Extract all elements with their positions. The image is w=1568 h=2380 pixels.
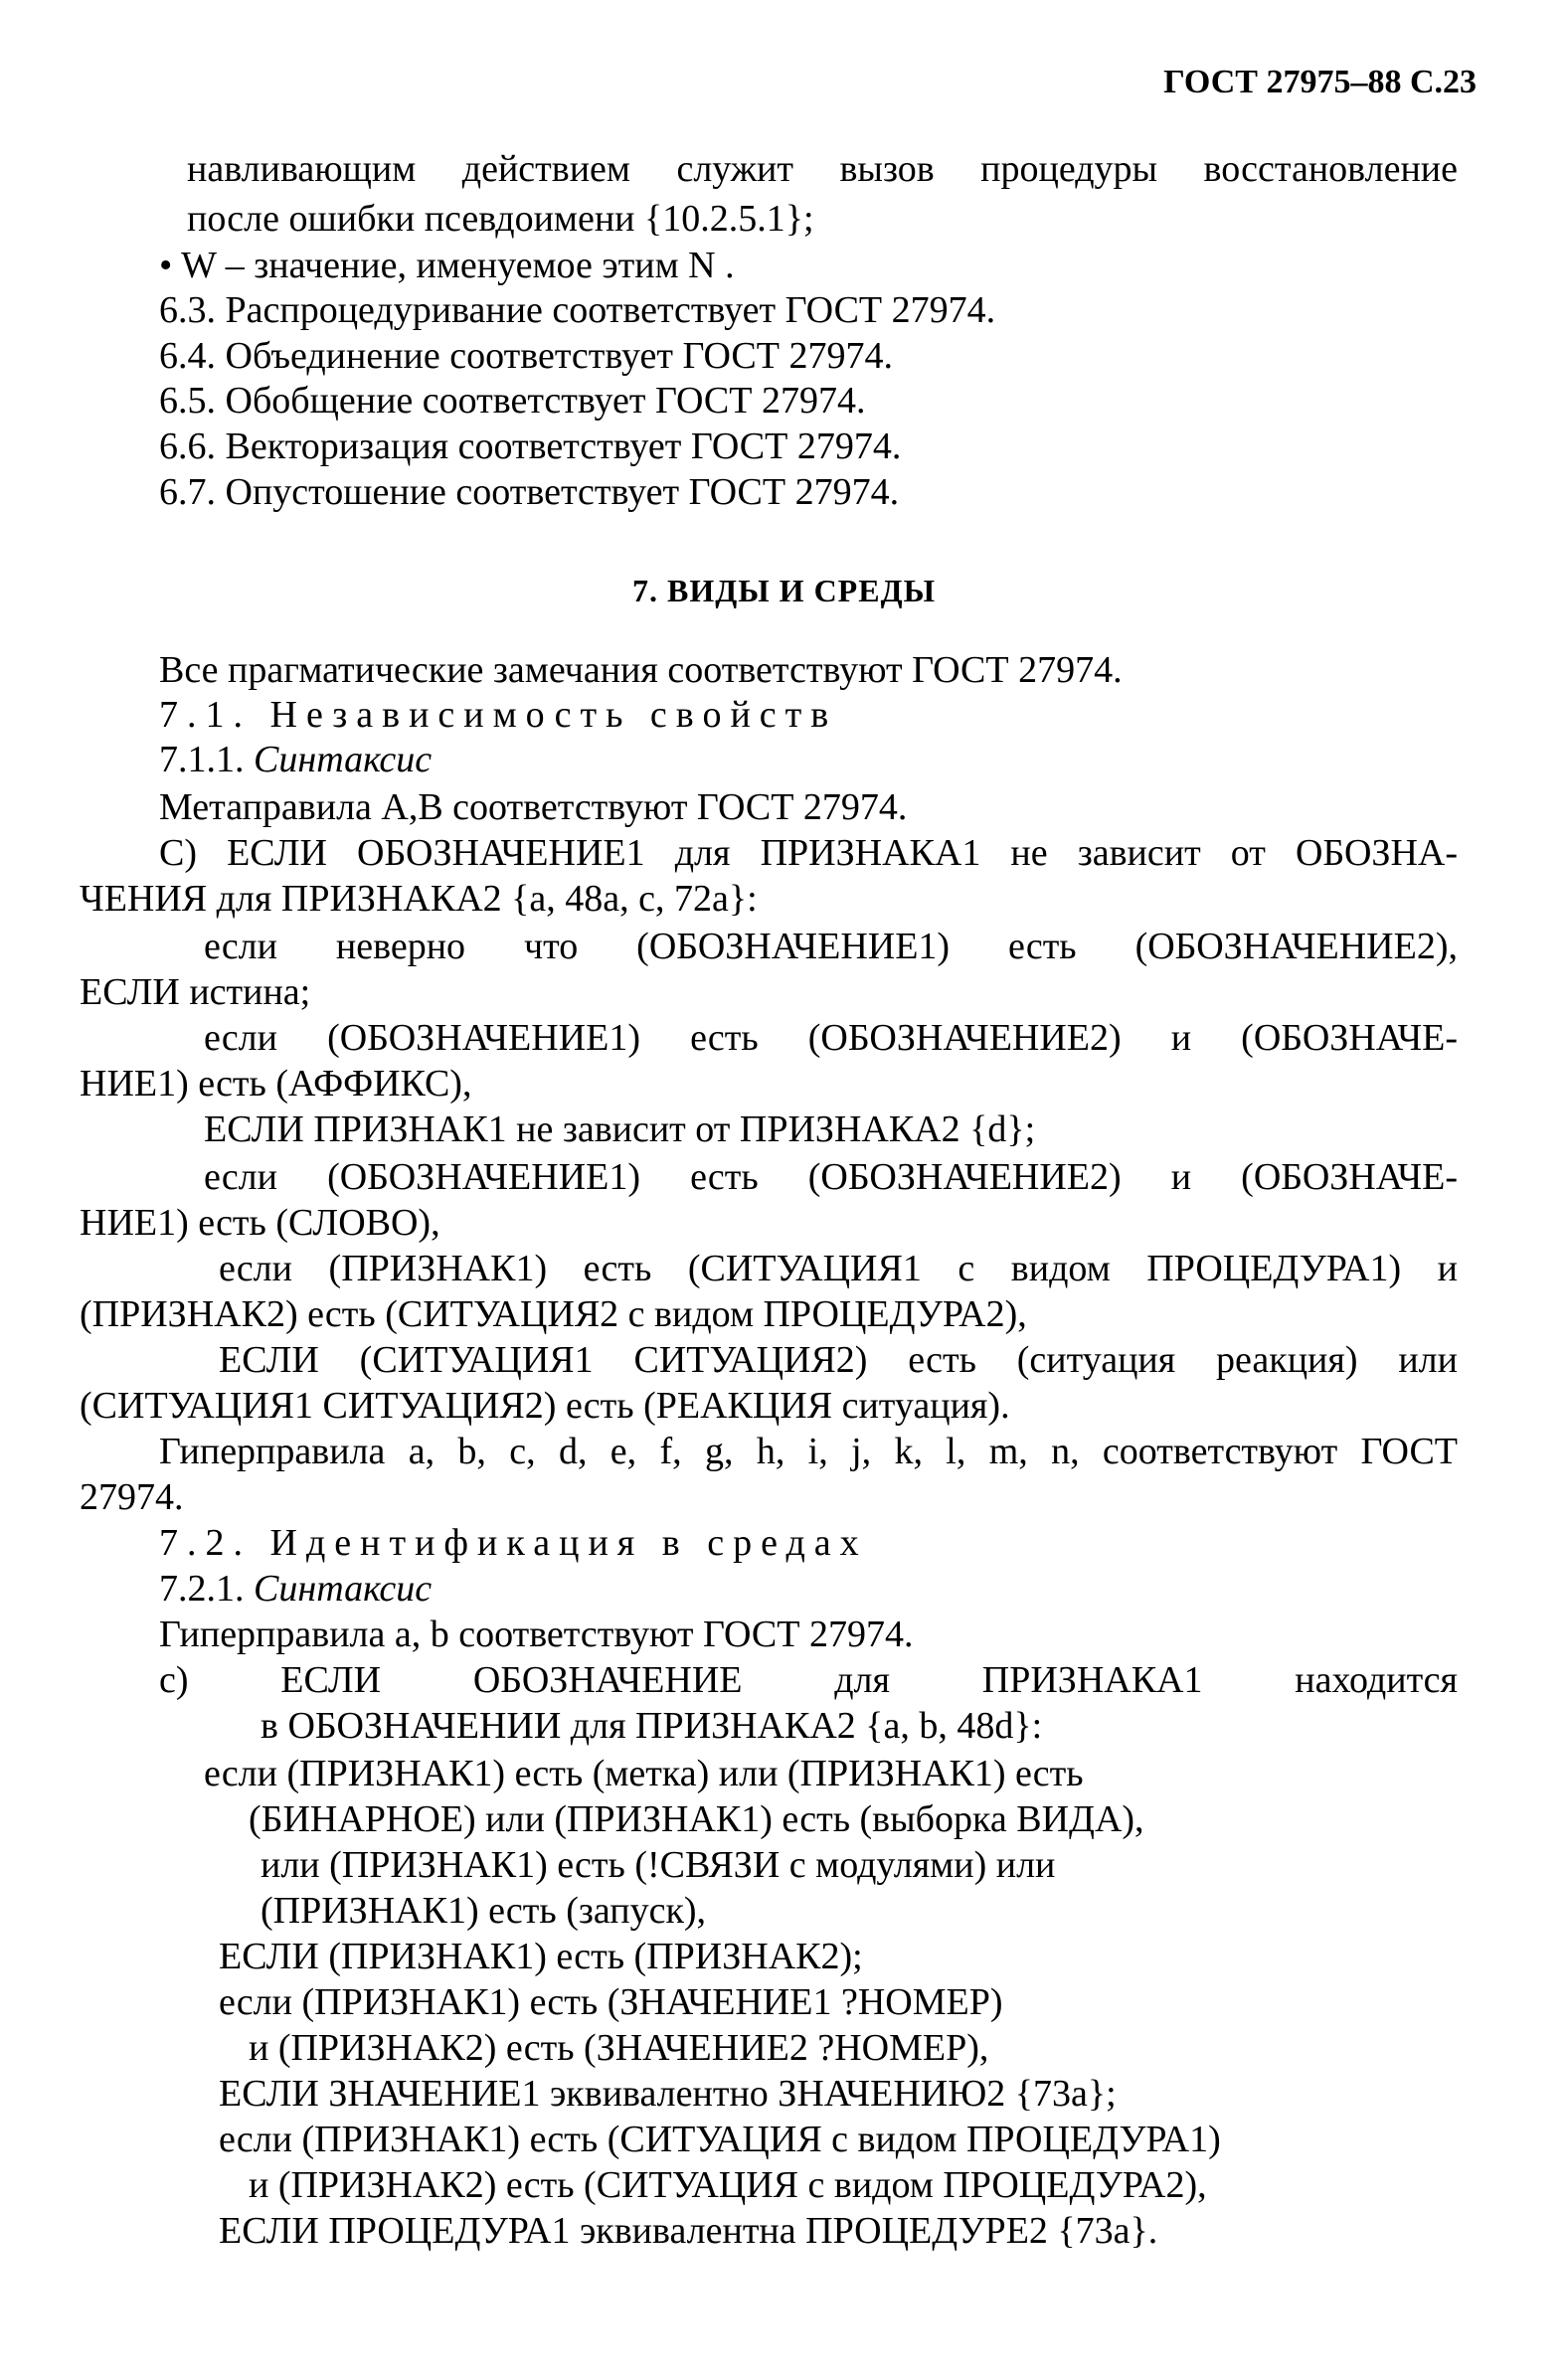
rule-line: ЕСЛИ ПРИЗНАК1 не зависит от ПРИЗНАКА2 {d};	[204, 1108, 1036, 1150]
clause-6-6: 6.6. Векторизация соответствует ГОСТ 27974.	[159, 425, 902, 467]
rule-line: ЕСЛИ истина;	[80, 971, 311, 1013]
hyperrules-text: 27974.	[80, 1476, 184, 1518]
rule-line: (БИНАРНОЕ) или (ПРИЗНАК1) есть (выборка ВИДА),	[249, 1798, 1144, 1840]
rule-line: и (ПРИЗНАК2) есть (ЗНАЧЕНИЕ2 ?НОМЕР),	[249, 2027, 989, 2069]
text-line: после ошибки псевдоимени {10.2.5.1};	[187, 198, 814, 240]
intro-text: Все прагматические замечания соответствуют ГОСТ 27974.	[159, 649, 1123, 691]
rule-line: ЕСЛИ (СИТУАЦИЯ1 СИТУАЦИЯ2) есть (ситуация реакция) или	[219, 1339, 1458, 1381]
rule-line: и (ПРИЗНАК2) есть (СИТУАЦИЯ с видом ПРОЦЕДУРА2),	[249, 2164, 1207, 2206]
clause-6-7: 6.7. Опустошение соответствует ГОСТ 27974.	[159, 471, 900, 513]
rule-line: если (ПРИЗНАК1) есть (метка) или (ПРИЗНАК1) есть	[204, 1753, 1084, 1794]
rule-line: (ПРИЗНАК2) есть (СИТУАЦИЯ2 с видом ПРОЦЕДУРА2),	[80, 1293, 1027, 1335]
hyperrules-text: Гиперправила a, b соответствуют ГОСТ 27974.	[159, 1614, 914, 1655]
meta-rules-text: Метаправила A,B соответствуют ГОСТ 27974.	[159, 786, 908, 828]
subsection-number: 7.2.1.	[159, 1568, 245, 1610]
rule-line: если (ПРИЗНАК1) есть (ЗНАЧЕНИЕ1 ?НОМЕР)	[219, 1981, 1003, 2023]
rule-line: c) ЕСЛИ ОБОЗНАЧЕНИЕ для ПРИЗНАКА1 находится	[159, 1659, 1458, 1701]
subsection-title: Синтаксис	[254, 1568, 433, 1610]
rule-line: ЕСЛИ ПРОЦЕДУРА1 эквивалентна ПРОЦЕДУРЕ2 {73a}.	[219, 2210, 1158, 2252]
rule-line: если (ПРИЗНАК1) есть (СИТУАЦИЯ1 с видом ПРОЦЕДУРА1) и	[219, 1248, 1458, 1289]
rule-line: в ОБОЗНАЧЕНИИ для ПРИЗНАКА2 {a, b, 48d}:	[261, 1705, 1043, 1747]
rule-line: если (ПРИЗНАК1) есть (СИТУАЦИЯ с видом ПРОЦЕДУРА1)	[219, 2119, 1221, 2160]
rule-line: ЕСЛИ (ПРИЗНАК1) есть (ПРИЗНАК2);	[219, 1936, 863, 1977]
subsection-title-7-1: 7.1. Независимость свойств	[159, 694, 838, 736]
section-heading: 7. ВИДЫ И СРЕДЫ	[632, 573, 936, 608]
text-line: навливающим действием служит вызов процедуры восстановление	[187, 148, 1458, 190]
subsection-7-2-1	[159, 1567, 432, 1611]
rule-line: C) ЕСЛИ ОБОЗНАЧЕНИЕ1 для ПРИЗНАКА1 не зависит от ОБОЗНА-	[159, 832, 1458, 874]
rule-line: (ПРИЗНАК1) есть (запуск),	[261, 1890, 707, 1932]
clause-6-3: 6.3. Распроцедуривание соответствует ГОСТ 27974.	[159, 289, 996, 331]
clause-6-5: 6.5. Обобщение соответствует ГОСТ 27974.	[159, 380, 866, 422]
rule-line: НИЕ1) есть (АФФИКС),	[80, 1063, 472, 1105]
clause-6-4: 6.4. Объединение соответствует ГОСТ 27974.	[159, 335, 893, 377]
rule-line: ЕСЛИ ЗНАЧЕНИЕ1 эквивалентно ЗНАЧЕНИЮ2 {73a};	[219, 2073, 1117, 2115]
rule-line: (СИТУАЦИЯ1 СИТУАЦИЯ2) есть (РЕАКЦИЯ ситуация).	[80, 1385, 1010, 1427]
rule-line: или (ПРИЗНАК1) есть (!СВЯЗИ с модулями) или	[261, 1844, 1056, 1886]
hyperrules-text: Гиперправила a, b, c, d, e, f, g, h, i, j, k, l, m, n, соответствуют ГОСТ	[159, 1431, 1458, 1472]
page-header: ГОСТ 27975–88 С.23	[1163, 64, 1477, 100]
rule-line: ЧЕНИЯ для ПРИЗНАКА2 {a, 48a, c, 72a}:	[80, 878, 758, 920]
bullet-line: • W – значение, именуемое этим N .	[159, 245, 735, 286]
rule-line: НИЕ1) есть (СЛОВО),	[80, 1202, 440, 1244]
subsection-title: Синтаксис	[254, 739, 433, 780]
rule-line: если (ОБОЗНАЧЕНИЕ1) есть (ОБОЗНАЧЕНИЕ2) и (ОБОЗНАЧЕ-	[204, 1017, 1458, 1059]
rule-line: если (ОБОЗНАЧЕНИЕ1) есть (ОБОЗНАЧЕНИЕ2) и (ОБОЗНАЧЕ-	[204, 1156, 1458, 1198]
rule-line: если неверно что (ОБОЗНАЧЕНИЕ1) есть (ОБОЗНАЧЕНИЕ2),	[204, 926, 1458, 967]
subsection-7-1-1	[159, 738, 432, 781]
subsection-title-7-2: 7.2. Идентификация в средах	[159, 1522, 868, 1564]
subsection-number: 7.1.1.	[159, 739, 245, 780]
